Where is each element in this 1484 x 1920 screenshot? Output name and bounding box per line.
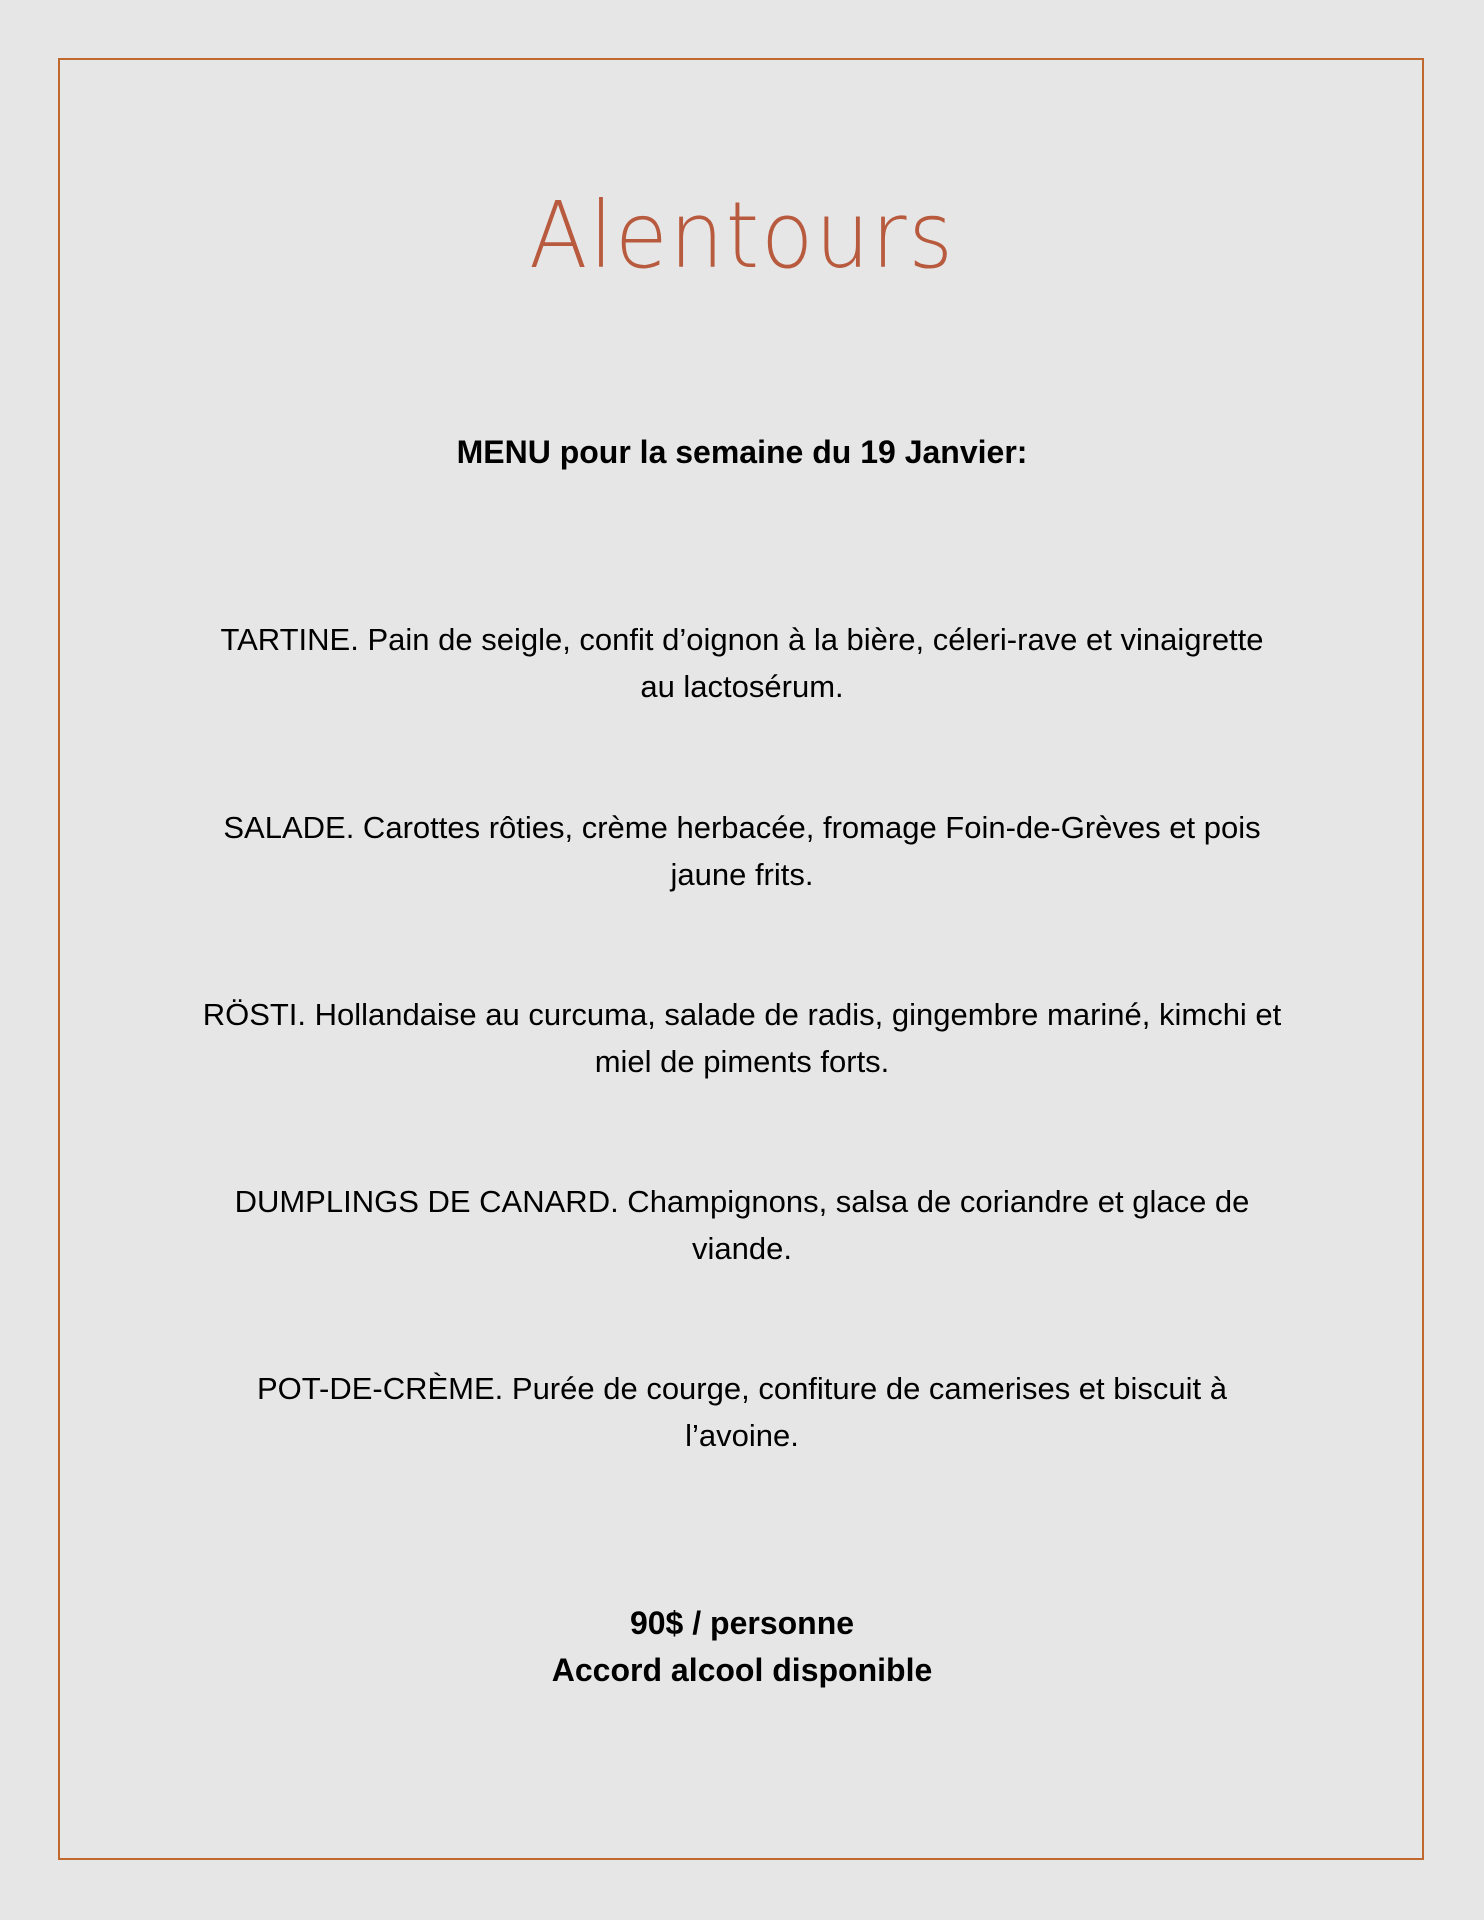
page-border <box>58 58 1424 1860</box>
course-item-tartine: TARTINE. Pain de seigle, confit d’oignon à la bière, céleri-rave et vinaigrette au lactosérum. <box>220 622 1264 704</box>
brand-name: Alentours <box>529 182 955 275</box>
brand-logo <box>0 180 1484 275</box>
price-block <box>0 1600 1484 1694</box>
course-item-pot-de-creme: POT-DE-CRÈME. Purée de courge, confiture de camerises et biscuit à l’avoine. <box>256 1371 1227 1453</box>
course-item-dumplings: DUMPLINGS DE CANARD. Champignons, salsa de coriandre et glace de viande. <box>234 1184 1250 1266</box>
menu-heading: MENU pour la semaine du 19 Janvier: <box>456 434 1028 470</box>
alcohol-pairing-text: Accord alcool disponible <box>551 1652 933 1688</box>
price-text: 90$ / personne <box>629 1605 855 1641</box>
course-item-salade: SALADE. Carottes rôties, crème herbacée, fromage Foin-de-Grèves et pois jaune frits. <box>223 810 1261 892</box>
course-item-rosti: RÖSTI. Hollandaise au curcuma, salade de radis, gingembre mariné, kimchi et miel de piments forts. <box>202 997 1282 1079</box>
